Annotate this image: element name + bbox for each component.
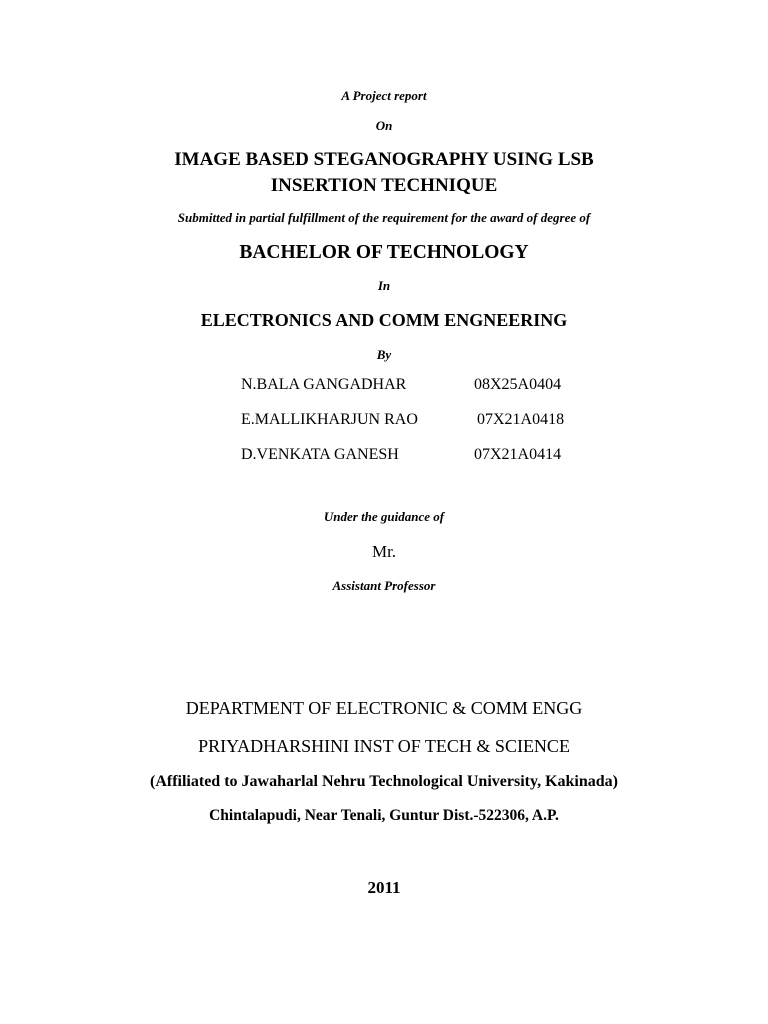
degree-title: BACHELOR OF TECHNOLOGY <box>239 242 529 263</box>
intro-text: A Project report <box>341 88 427 103</box>
department-name: DEPARTMENT OF ELECTRONIC & COMM ENGG <box>185 698 583 718</box>
student-roll-number: 08X25A0404 <box>474 376 562 393</box>
year-text: 2011 <box>367 878 401 897</box>
branch-title: ELECTRONICS AND COMM ENGNEERING <box>200 310 568 330</box>
project-title-line-2: INSERTION TECHNIQUE <box>270 175 498 196</box>
guidance-label: Under the guidance of <box>323 509 445 524</box>
student-name: E.MALLIKHARJUN RAO <box>241 411 418 428</box>
student-roll-number: 07X21A0414 <box>474 446 562 463</box>
guide-name: Mr. <box>371 542 397 561</box>
by-text: By <box>376 347 392 362</box>
submitted-text: Submitted in partial fulfillment of the requirement for the award of degree of <box>177 210 591 225</box>
student-name: D.VENKATA GANESH <box>241 446 399 463</box>
guide-designation: Assistant Professor <box>332 578 436 593</box>
project-title-line-1: IMAGE BASED STEGANOGRAPHY USING LSB <box>174 149 594 170</box>
student-name: N.BALA GANGADHAR <box>241 376 407 393</box>
on-text: On <box>375 118 393 133</box>
student-roll-number: 07X21A0418 <box>477 411 565 428</box>
college-address: Chintalapudi, Near Tenali, Guntur Dist.-522306, A.P. <box>209 807 559 824</box>
affiliation-text: (Affiliated to Jawaharlal Nehru Technological University, Kakinada) <box>149 773 618 790</box>
in-text: In <box>377 278 391 293</box>
college-name: PRIYADHARSHINI INST OF TECH & SCIENCE <box>198 736 570 756</box>
